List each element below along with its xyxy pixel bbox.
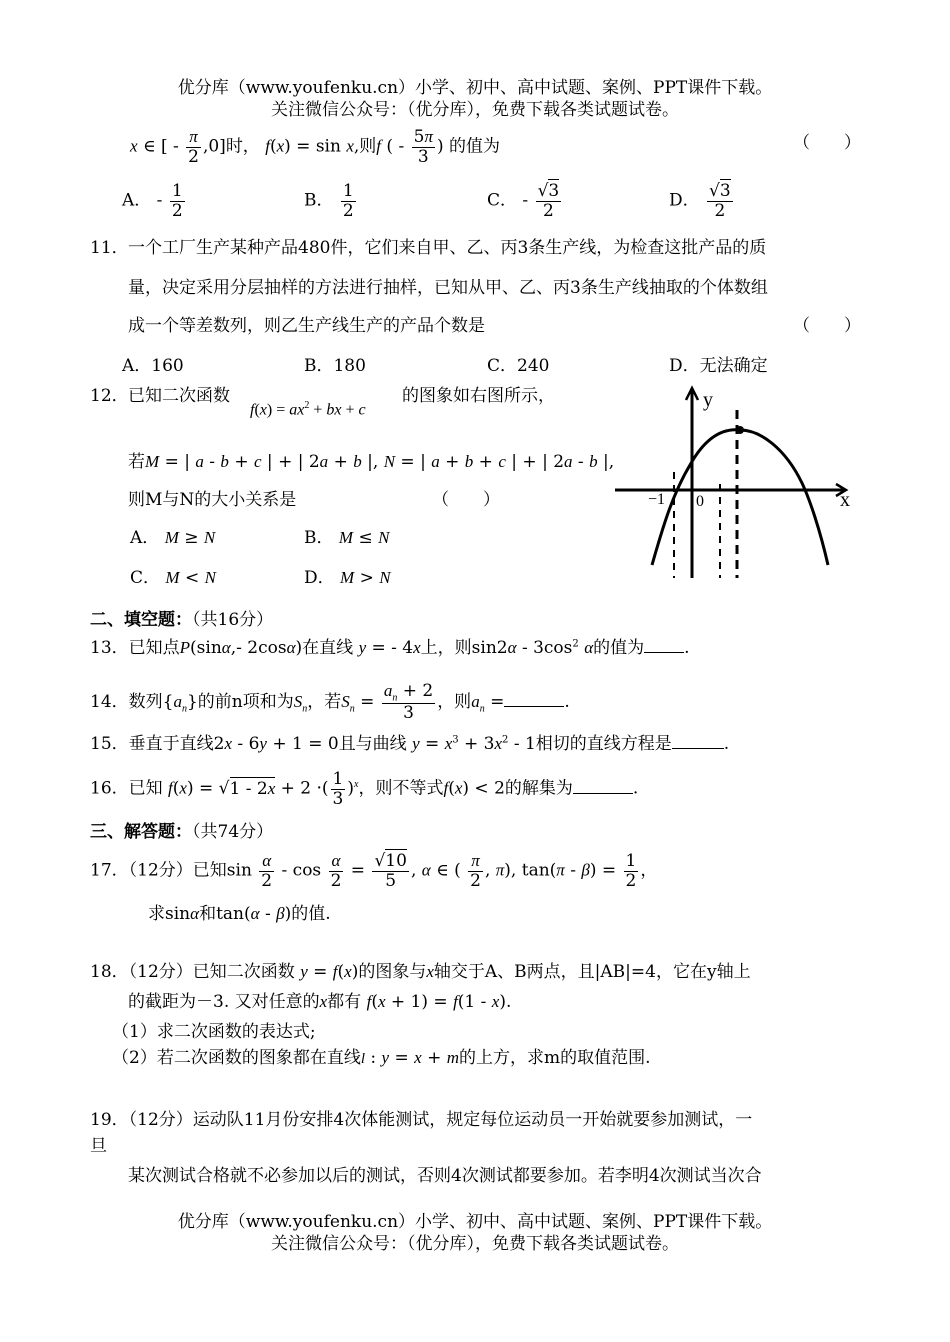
- q11-line-3: 成一个等差数列，则乙生产线生产的产品个数是: [128, 316, 485, 336]
- q18-sub-1: （1）求二次函数的表达式;: [112, 1022, 316, 1042]
- q10-answer-paren: （ ）: [793, 133, 861, 153]
- q17-line-2: 求sinα和tan(α - β)的值.: [148, 904, 331, 924]
- q19-line-1-wrap: 旦: [90, 1136, 107, 1156]
- q11-option-a: A．160: [122, 356, 184, 376]
- q19-line-2: 某次测试合格就不必参加以后的测试，否则4次测试都要参加。若李明4次测试当次合: [128, 1166, 762, 1186]
- q13: 13．已知点P(sinα,- 2cosα)在直线 y = - 4x上，则$\sin 2\alpha - 3\cos^2$ α的值为 .: [90, 638, 690, 658]
- section-3-heading: 三、解答题：（共74分）: [90, 822, 274, 842]
- q10-stem: x ∈ [ - $\frac{\pi}{2}$ ,0]时， f(x) = sin x,则f ( - $\frac{5\pi}{3}$ ) 的值为: [130, 127, 501, 167]
- q12-function: $f(x) = ax^2$ + bx + c: [250, 400, 366, 419]
- q11-option-d: D．无法确定: [669, 356, 768, 376]
- q11-line-1: 一个工厂生产某种产品480件，它们来自甲、乙、丙3条生产线，为检查这批产品的质: [128, 238, 767, 258]
- q10-option-a: A． - $\frac{1}{2}$: [122, 181, 183, 221]
- q11-option-c: C．240: [487, 356, 550, 376]
- q10-option-d: D． $\frac{√3}{2}$: [669, 181, 731, 221]
- footer-line-1: 优分库（www.youfenku.cn）小学、初中、高中试题、案例、PPT课件下载。: [177, 1212, 773, 1232]
- x-axis-label: x: [840, 489, 850, 511]
- q12-option-a: A． M ≥ N: [130, 528, 216, 548]
- q12-stem-a: 已知二次函数: [128, 386, 230, 406]
- q14-answer-blank[interactable]: [504, 692, 564, 707]
- q19-line-1: 19．（12分）运动队11月份安排4次体能测试，规定每位运动员一开始就要参加测试，一: [90, 1110, 753, 1130]
- q12-number: 12．: [90, 386, 129, 406]
- parabola-curve: [652, 430, 828, 565]
- q10-option-b: B． $\frac{1}{2}$: [304, 181, 354, 221]
- q11-number: 11．: [90, 238, 129, 258]
- q18-line-2: 的截距为－3. 又对任意的x都有 f(x + 1) = f(1 - x).: [128, 992, 512, 1012]
- q12-stem-b: 的图象如右图所示，: [402, 386, 555, 406]
- tick-label-neg1: −1: [648, 491, 666, 508]
- header-line-1: 优分库（www.youfenku.cn）小学、初中、高中试题、案例、PPT课件下载。: [177, 78, 773, 98]
- q15: 15．垂直于直线2x - 6y + 1 = 0且与曲线 $y = x^3 + 3x^2 - 1$相切的直线方程是 .: [90, 734, 730, 754]
- q12-option-b: B． M ≤ N: [304, 528, 390, 548]
- q16: 16．已知 f(x) = √1 - 2x + 2 ·( $\frac{1}{3}$ )$^x$，则不等式f(x) < 2的解集为 .: [90, 769, 639, 809]
- q16-answer-blank[interactable]: [573, 779, 633, 794]
- header-line-2: 关注微信公众号：（优分库），免费下载各类试题试卷。: [271, 100, 679, 120]
- origin-label: 0: [696, 493, 704, 510]
- footer-line-2: 关注微信公众号：（优分库），免费下载各类试题试卷。: [271, 1234, 679, 1254]
- q11-line-2: 量，决定采用分层抽样的方法进行抽样，已知从甲、乙、丙3条生产线抽取的个体数组: [128, 278, 768, 298]
- y-axis-label: y: [703, 389, 713, 411]
- q12-condition: 若M = | a - b + c | + | 2a + b |, N = | a + b + c | + | 2a - b |,: [128, 452, 615, 472]
- q17-line-1: 17．（12分）已知sin $\frac{\alpha}{2}$ - cos $\frac{\alpha}{2}$ = $\frac{√10}{5}$ , α ∈ ( $\frac{\pi}{2}$ , π), tan(π - β) = $\frac{1}{2}$ ，: [90, 851, 658, 891]
- vertex-point: [736, 426, 744, 434]
- q12-answer-paren: （ ）: [432, 490, 500, 510]
- q12-option-c: C． M < N: [130, 568, 216, 588]
- q12-option-d: D． M > N: [304, 568, 391, 588]
- q14: 14．数列$\{a_n\}$的前n项和为$S_n$，若$S_n$ = $\frac{a_n + 2}{3}$ ，则$a_n$ = .: [90, 681, 570, 724]
- q13-answer-blank[interactable]: [644, 638, 684, 653]
- q11-option-b: B．180: [304, 356, 366, 376]
- q11-answer-paren: （ ）: [793, 316, 861, 336]
- q18-sub-2: （2）若二次函数的图象都在直线l : y = x + m的上方，求m的取值范围.: [112, 1048, 651, 1068]
- section-2-heading: 二、填空题：（共16分）: [90, 610, 274, 630]
- q15-answer-blank[interactable]: [672, 734, 724, 749]
- q10-option-c: C． - $\frac{√3}{2}$: [487, 181, 560, 221]
- q12-question: 则M与N的大小关系是: [128, 490, 297, 510]
- q18-line-1: 18．（12分）已知二次函数 y = f(x)的图象与x轴交于A、B两点，且|AB|=4，它在y轴上: [90, 962, 751, 982]
- q12-parabola-graph: [610, 380, 860, 585]
